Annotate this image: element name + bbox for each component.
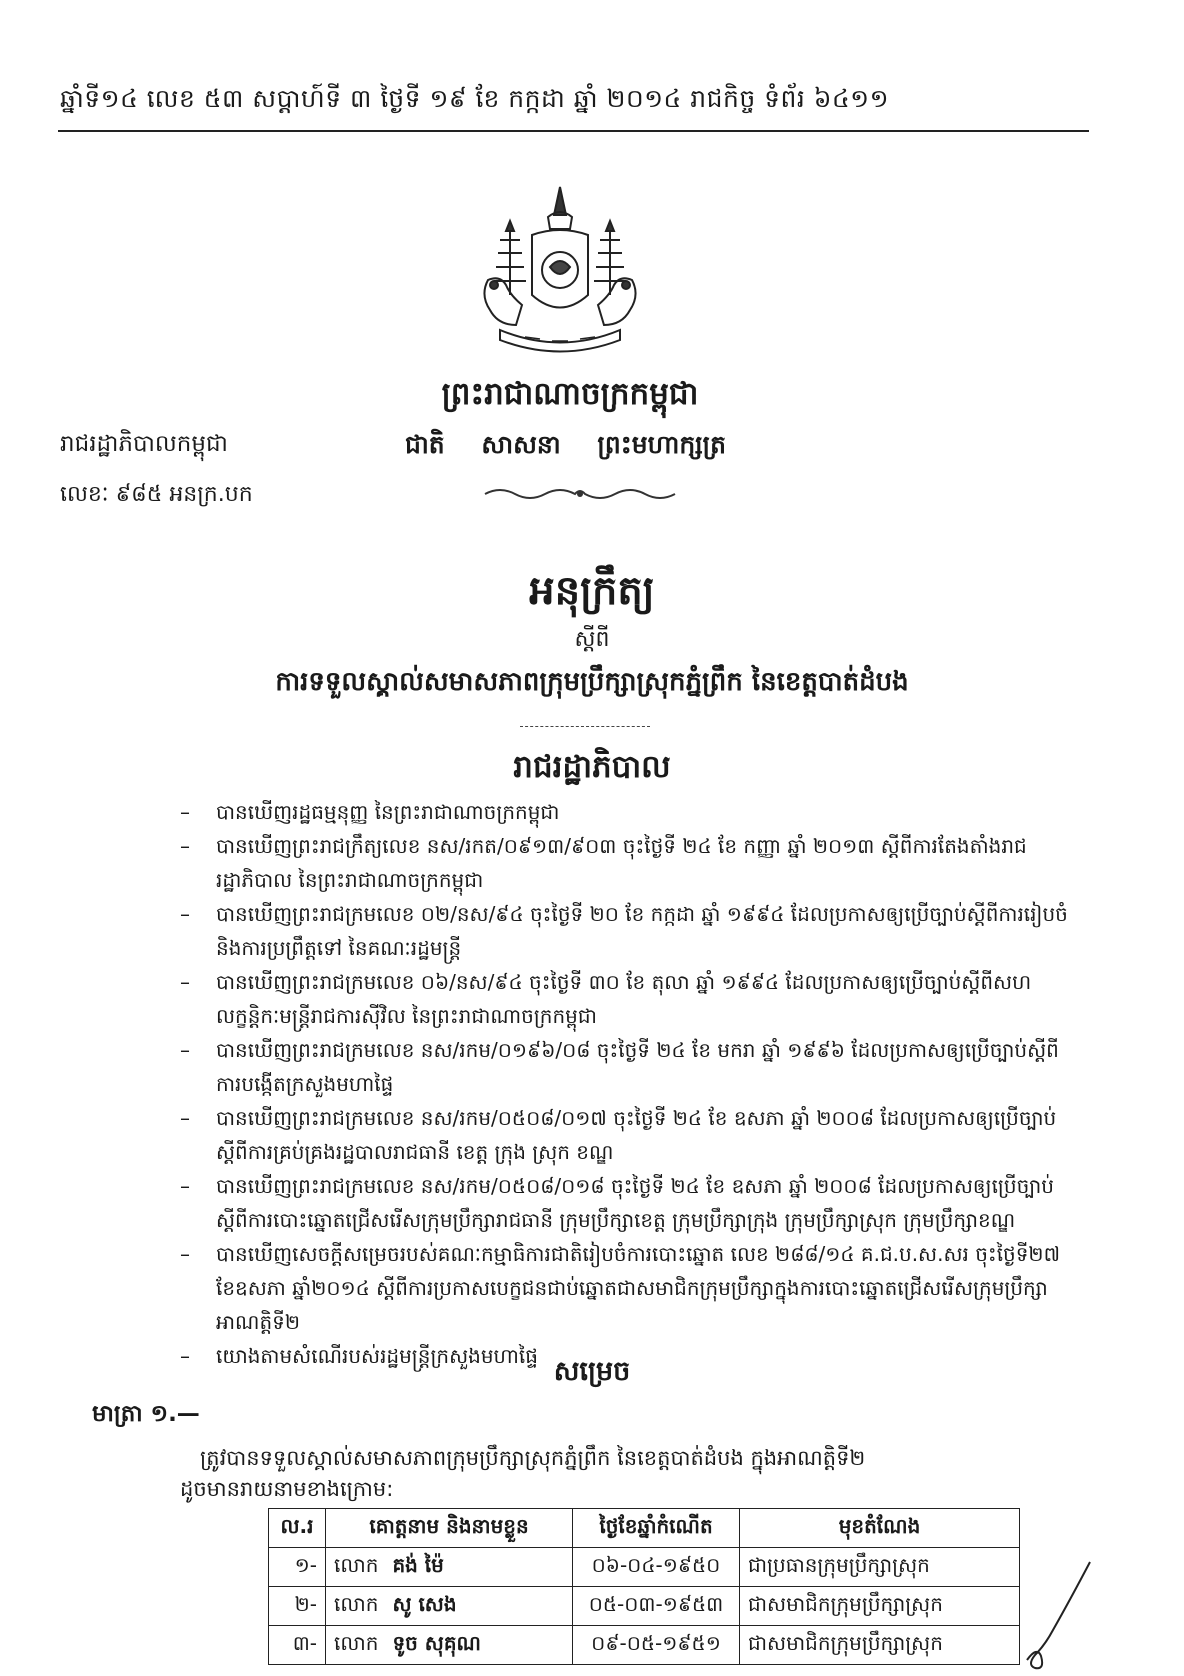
row-number: ១- [269,1548,326,1587]
header-dob: ថ្ងៃខែឆ្នាំកំណើត [573,1509,740,1548]
article-label: មាត្រា ១.— [92,1401,200,1427]
gazette-header: ឆ្នាំទី១៤ លេខ ៥៣ សប្តាហ៍ទី ៣ ថ្ងៃទី ១៩ ខែ កក្កដា ឆ្នាំ ២០១៤ រាជកិច្ច ទំព័រ ៦៤១១ [60,84,889,113]
about-label: ស្តីពី [574,627,610,652]
header-number: ល.រ [269,1509,326,1548]
member-title: លោក [334,1631,379,1655]
member-name-cell [326,1626,573,1665]
table-header-row [269,1509,1020,1548]
header-position: មុខតំណែង [740,1509,1020,1548]
member-name-cell [326,1548,573,1587]
preamble-item: – បានឃើញសេចក្តីសម្រេចរបស់គណៈកម្មាធិការជាតិរៀបចំការបោះឆ្នោត លេខ ២៨៨/១៤ គ.ជ.ប.ស.សរ ចុះថ្ងៃទី២៧ ខែឧសភា ឆ្នាំ២០១៤ ស្តីពីការប្រកាសបេក្ខជនជាប់ឆ្នោតជាសមាជិកក្រុមប្រឹក្សាក្នុងការបោះឆ្នោតជ្រើសរើសក្រុមប្រឹក្សាអាណត្តិទី២ [180,1237,1070,1339]
subject-divider [520,726,650,727]
member-position: ជាសមាជិកក្រុមប្រឹក្សាស្រុក [740,1626,1020,1665]
preamble-item: – យោងតាមសំណើរបស់រដ្ឋមន្ត្រីក្រសួងមហាផ្ទៃ [180,1339,1070,1373]
government-label: រាជរដ្ឋាភិបាលកម្ពុជា [60,431,228,457]
issuing-authority: រាជរដ្ឋាភិបាល [513,749,671,785]
member-position: ជាប្រធានក្រុមប្រឹក្សាស្រុក [740,1548,1020,1587]
preamble-item: – បានឃើញព្រះរាជក្រមលេខ នស/រកម/០៥០៨/០១៧ ចុះថ្ងៃទី ២៤ ខែ ឧសភា ឆ្នាំ ២០០៨ ដែលប្រកាសឲ្យប្រើច្បាប់ស្តីពីការគ្រប់គ្រងរដ្ឋបាលរាជធានី ខេត្ត ក្រុង ស្រុក ខណ្ឌ [180,1101,1070,1169]
kingdom-title: ព្រះរាជាណាចក្រកម្ពុជា [441,376,699,412]
article-text: ត្រូវបានទទួលស្គាល់សមាសភាពក្រុមប្រឹក្សាស្រុកភ្នំព្រឹក នៃខេត្តបាត់ដំបង ក្នុងអាណត្តិទី២ [200,1446,866,1470]
document-subject: ការទទួលស្គាល់សមាសភាពក្រុមប្រឹក្សាស្រុកភ្នំព្រឹក នៃខេត្តបាត់ដំបង [275,667,909,697]
member-name: សូ សេង [392,1592,457,1616]
article-text-continued: ដូចមានរាយនាមខាងក្រោម: [180,1477,394,1501]
member-name: ទូច សុគុណ [392,1631,481,1655]
row-number: ២- [269,1587,326,1626]
member-dob: ០៩-០៥-១៩៥១ [573,1626,740,1665]
member-title: លោក [334,1553,379,1577]
member-dob: ០៦-០៤-១៩៥០ [573,1548,740,1587]
table-row [269,1587,1020,1626]
header-rule [58,130,1089,132]
table-row [269,1548,1020,1587]
handwritten-signature-mark [1015,1560,1095,1676]
member-title: លោក [334,1592,379,1616]
national-motto: ជាតិ សាសនា ព្រះមហាក្សត្រ [405,430,726,459]
preamble-item: – បានឃើញព្រះរាជក្រឹត្យលេខ នស/រកត/០៩១៣/៩០៣ ចុះថ្ងៃទី ២៤ ខែ កញ្ញា ឆ្នាំ ២០១៣ ស្តីពីការតែងតាំងរាជរដ្ឋាភិបាល នៃព្រះរាជាណាចក្រកម្ពុជា [180,829,1070,897]
preamble-item: – បានឃើញព្រះរាជក្រមលេខ ០៦/នស/៩៤ ចុះថ្ងៃទី ៣០ ខែ តុលា ឆ្នាំ ១៩៩៤ ដែលប្រកាសឲ្យប្រើច្បាប់ស្តីពីសហលក្ខន្តិកៈមន្ត្រីរាជការស៊ីវិល នៃព្រះរាជាណាចក្រកម្ពុជា [180,965,1070,1033]
table-row [269,1626,1020,1665]
preamble-item: – បានឃើញព្រះរាជក្រមលេខ ០២/នស/៩៤ ចុះថ្ងៃទី ២០ ខែ កក្កដា ឆ្នាំ ១៩៩៤ ដែលប្រកាសឲ្យប្រើច្បាប់ស្តីពីការរៀបចំ និងការប្រព្រឹត្តទៅ នៃគណៈរដ្ឋមន្ត្រី [180,897,1070,965]
royal-coat-of-arms-icon [470,185,650,360]
document-type: អនុក្រឹត្យ [529,568,655,614]
row-number: ៣- [269,1626,326,1665]
header-name: គោត្តនាម និងនាមខ្លួន [326,1509,573,1548]
decorative-flourish-icon [480,484,680,504]
preamble-item: – បានឃើញព្រះរាជក្រមលេខ នស/រកម/០៥០៨/០១៨ ចុះថ្ងៃទី ២៤ ខែ ឧសភា ឆ្នាំ ២០០៨ ដែលប្រកាសឲ្យប្រើច្បាប់ស្តីពីការបោះឆ្នោតជ្រើសរើសក្រុមប្រឹក្សារាជធានី ក្រុមប្រឹក្សាខេត្ត ក្រុមប្រឹក្សាក្រុង ក្រុមប្រឹក្សាស្រុក ក្រុមប្រឹក្សាខណ្ឌ [180,1169,1070,1237]
member-name: គង់ ម៉ៃ [392,1553,444,1577]
preamble-list [180,795,1070,1373]
member-name-cell [326,1587,573,1626]
decision-title: សម្រេច [553,1356,631,1387]
reference-number: លេខៈ ៩៨៥ អនក្រ.បក [60,482,253,507]
preamble-item: – បានឃើញរដ្ឋធម្មនុញ្ញ នៃព្រះរាជាណាចក្រកម្ពុជា [180,795,1070,829]
council-members-table [268,1508,1020,1665]
member-position: ជាសមាជិកក្រុមប្រឹក្សាស្រុក [740,1587,1020,1626]
member-dob: ០៥-០៣-១៩៥៣ [573,1587,740,1626]
preamble-item: – បានឃើញព្រះរាជក្រមលេខ នស/រកម/០១៩៦/០៨ ចុះថ្ងៃទី ២៤ ខែ មករា ឆ្នាំ ១៩៩៦ ដែលប្រកាសឲ្យប្រើច្បាប់ស្តីពីការបង្កើតក្រសួងមហាផ្ទៃ [180,1033,1070,1101]
